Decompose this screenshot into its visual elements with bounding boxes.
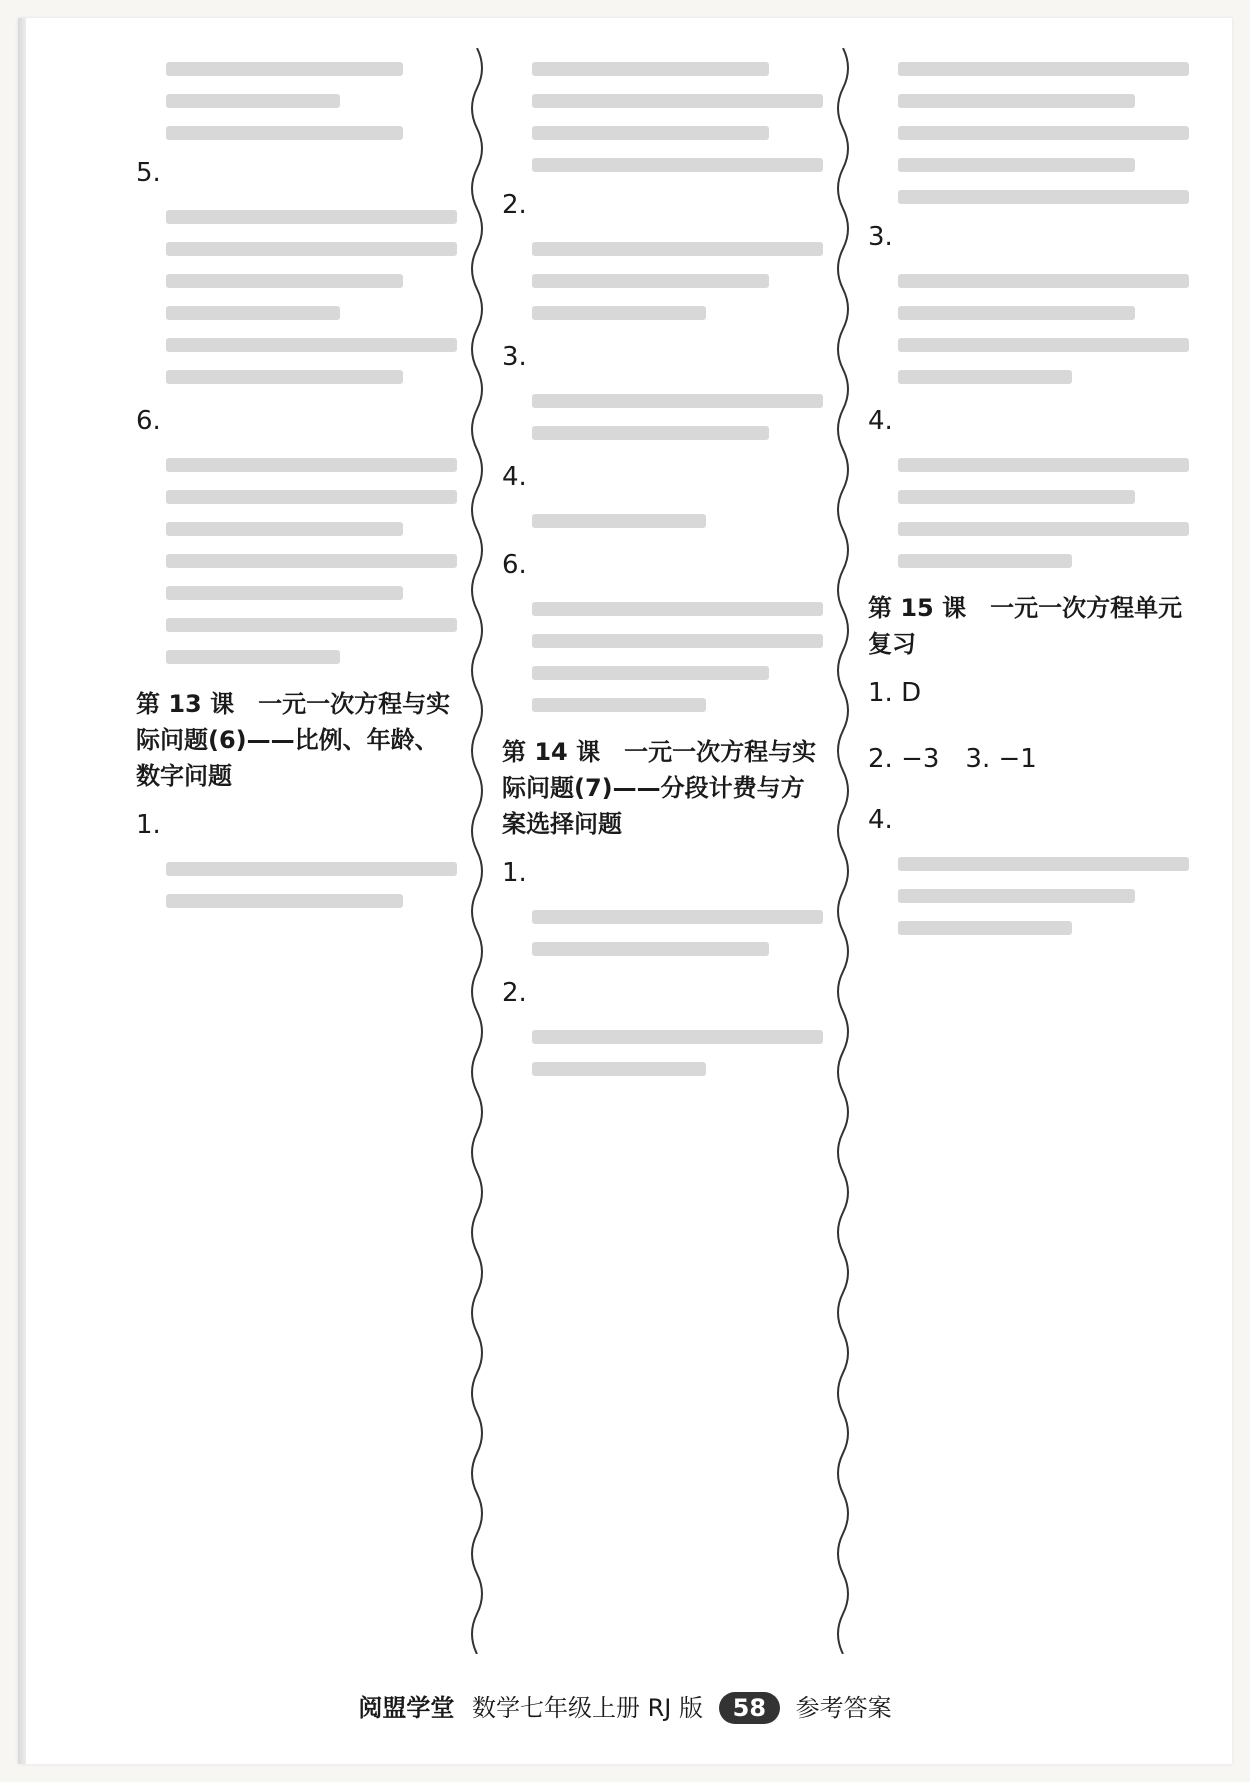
item-number: 4. (502, 462, 527, 492)
wavy-divider (460, 48, 494, 1654)
item-number: 1. D (868, 678, 922, 708)
item-number: 2. −3 3. −1 (868, 744, 1037, 774)
answer-item (868, 738, 1184, 783)
item-number: 4. (868, 805, 893, 835)
answer-item (868, 805, 1184, 935)
column-3 (860, 48, 1192, 1654)
item-number: 2. (502, 978, 527, 1008)
page-footer (18, 1688, 1232, 1724)
answer-item (502, 342, 818, 440)
footer-subject: 数学七年级上册 RJ 版 (471, 1694, 703, 1722)
column-2 (494, 48, 826, 1654)
lesson-heading: 第 14 课 一元一次方程与实际问题(7)——分段计费与方案选择问题 (502, 738, 817, 838)
answer-item (502, 550, 818, 712)
item-number: 4. (868, 406, 893, 436)
answer-item (868, 222, 1184, 384)
item-number: 3. (868, 222, 893, 252)
lesson-heading: 第 15 课 一元一次方程单元复习 (868, 594, 1183, 658)
item-number: 1. (136, 810, 161, 840)
lesson-heading: 第 13 课 一元一次方程与实际问题(6)——比例、年龄、数字问题 (136, 690, 451, 790)
wavy-divider (826, 48, 860, 1654)
answer-item (136, 406, 452, 664)
text-placeholder (166, 62, 403, 76)
page-number: 58 (719, 1692, 780, 1724)
answer-item (136, 810, 452, 908)
item-number: 6. (502, 550, 527, 580)
answer-columns (128, 48, 1192, 1654)
item-number: 5. (136, 158, 161, 188)
answer-item (868, 678, 1184, 716)
answer-item (868, 406, 1184, 568)
answer-item (502, 462, 818, 528)
answer-item (136, 158, 452, 384)
column-1 (128, 48, 460, 1654)
answer-item (502, 978, 818, 1076)
answer-item (502, 858, 818, 956)
text-placeholder (166, 126, 403, 140)
text-placeholder (166, 94, 340, 108)
item-number: 3. (502, 342, 527, 372)
page (18, 18, 1232, 1764)
footer-label: 参考答案 (795, 1694, 892, 1722)
binding-edge (18, 18, 26, 1764)
footer-brand: 阅盟学堂 (358, 1694, 455, 1722)
item-number: 2. (502, 190, 527, 220)
answer-item (502, 190, 818, 320)
item-number: 6. (136, 406, 161, 436)
item-number: 1. (502, 858, 527, 888)
